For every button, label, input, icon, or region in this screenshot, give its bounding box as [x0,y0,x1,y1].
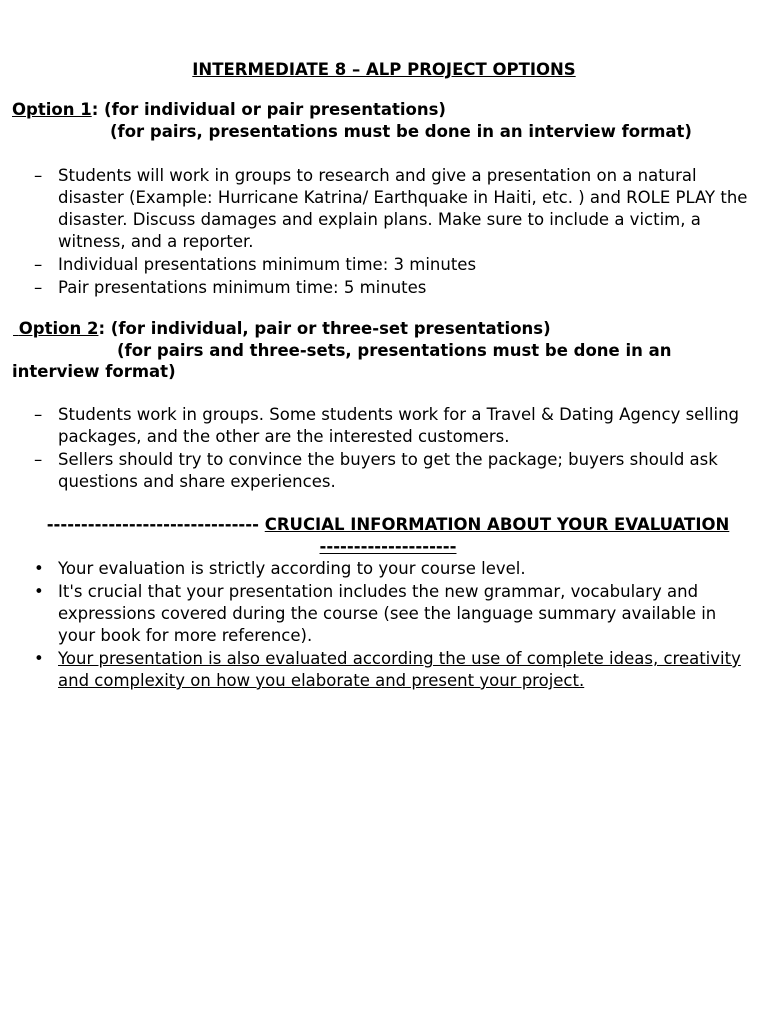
list-item-text: Students work in groups. Some students work for a Travel & Dating Agency selling packages, and the other are the interested customers. [58,405,740,446]
list-item [34,277,754,299]
option2-label-text: Option 2 [18,319,99,338]
option1-label: Option 1 [12,100,92,119]
list-item-text: Pair presentations minimum time: 5 minutes [58,278,427,297]
dash-marker: – [34,166,43,185]
dash-marker: – [34,450,43,469]
list-item [34,254,754,276]
list-item [34,558,754,580]
option2-line3: interview format) [12,362,176,381]
evaluation-list [34,558,754,693]
list-item [34,165,754,253]
option1-line1: (for individual or pair presentations) [98,100,446,119]
dash-marker: – [34,255,43,274]
crucial-title: CRUCIAL INFORMATION ABOUT YOUR EVALUATION [264,515,730,534]
list-item [34,449,754,493]
list-item-text: Your evaluation is strictly according to your course level. [58,559,526,578]
list-item [34,404,754,448]
option1-heading [12,99,446,121]
option2-line1: (for individual, pair or three-set presentations) [105,319,551,338]
option2-line2: (for pairs and three-sets, presentations must be done in an [117,341,672,360]
list-item-text: It's crucial that your presentation includes the new grammar, vocabulary and expressions covered during the course (see the language summary available in your book for more reference). [58,582,717,645]
option1-sep: : [91,100,99,119]
bullet-marker: • [34,559,44,578]
list-item-text: Sellers should try to convince the buyers to get the package; buyers should ask questions and share experiences. [58,450,718,491]
option2-sep: : [98,319,106,338]
option2-list [34,404,754,494]
crucial-heading [24,514,752,558]
list-item-text: Students will work in groups to research and give a presentation on a natural disaster (Example: Hurricane Katrina/ Earthquake in Haiti, etc. ) and ROLE PLAY the disaster. Discuss damages and explain plans. Make sure to include a victim, a witness, and a reporter. [58,166,748,251]
option1-line2: (for pairs, presentations must be done in an interview format) [110,122,692,141]
option2-heading [13,318,551,340]
list-item-text: Your presentation is also evaluated according the use of complete ideas, creativity and complexity on how you elaborate and present your project. [58,649,741,690]
option2-label [13,319,98,338]
list-item [34,581,754,647]
list-item [34,648,754,692]
crucial-dashes: ------------------------------- [46,515,265,534]
dash-marker: – [34,278,43,297]
option1-list [34,165,754,300]
crucial-dashes-line2: -------------------- [319,537,457,556]
list-item-text: Individual presentations minimum time: 3 minutes [58,255,477,274]
dash-marker: – [34,405,43,424]
bullet-marker: • [34,582,44,601]
page-title: INTERMEDIATE 8 – ALP PROJECT OPTIONS [192,60,576,79]
bullet-marker: • [34,649,44,668]
